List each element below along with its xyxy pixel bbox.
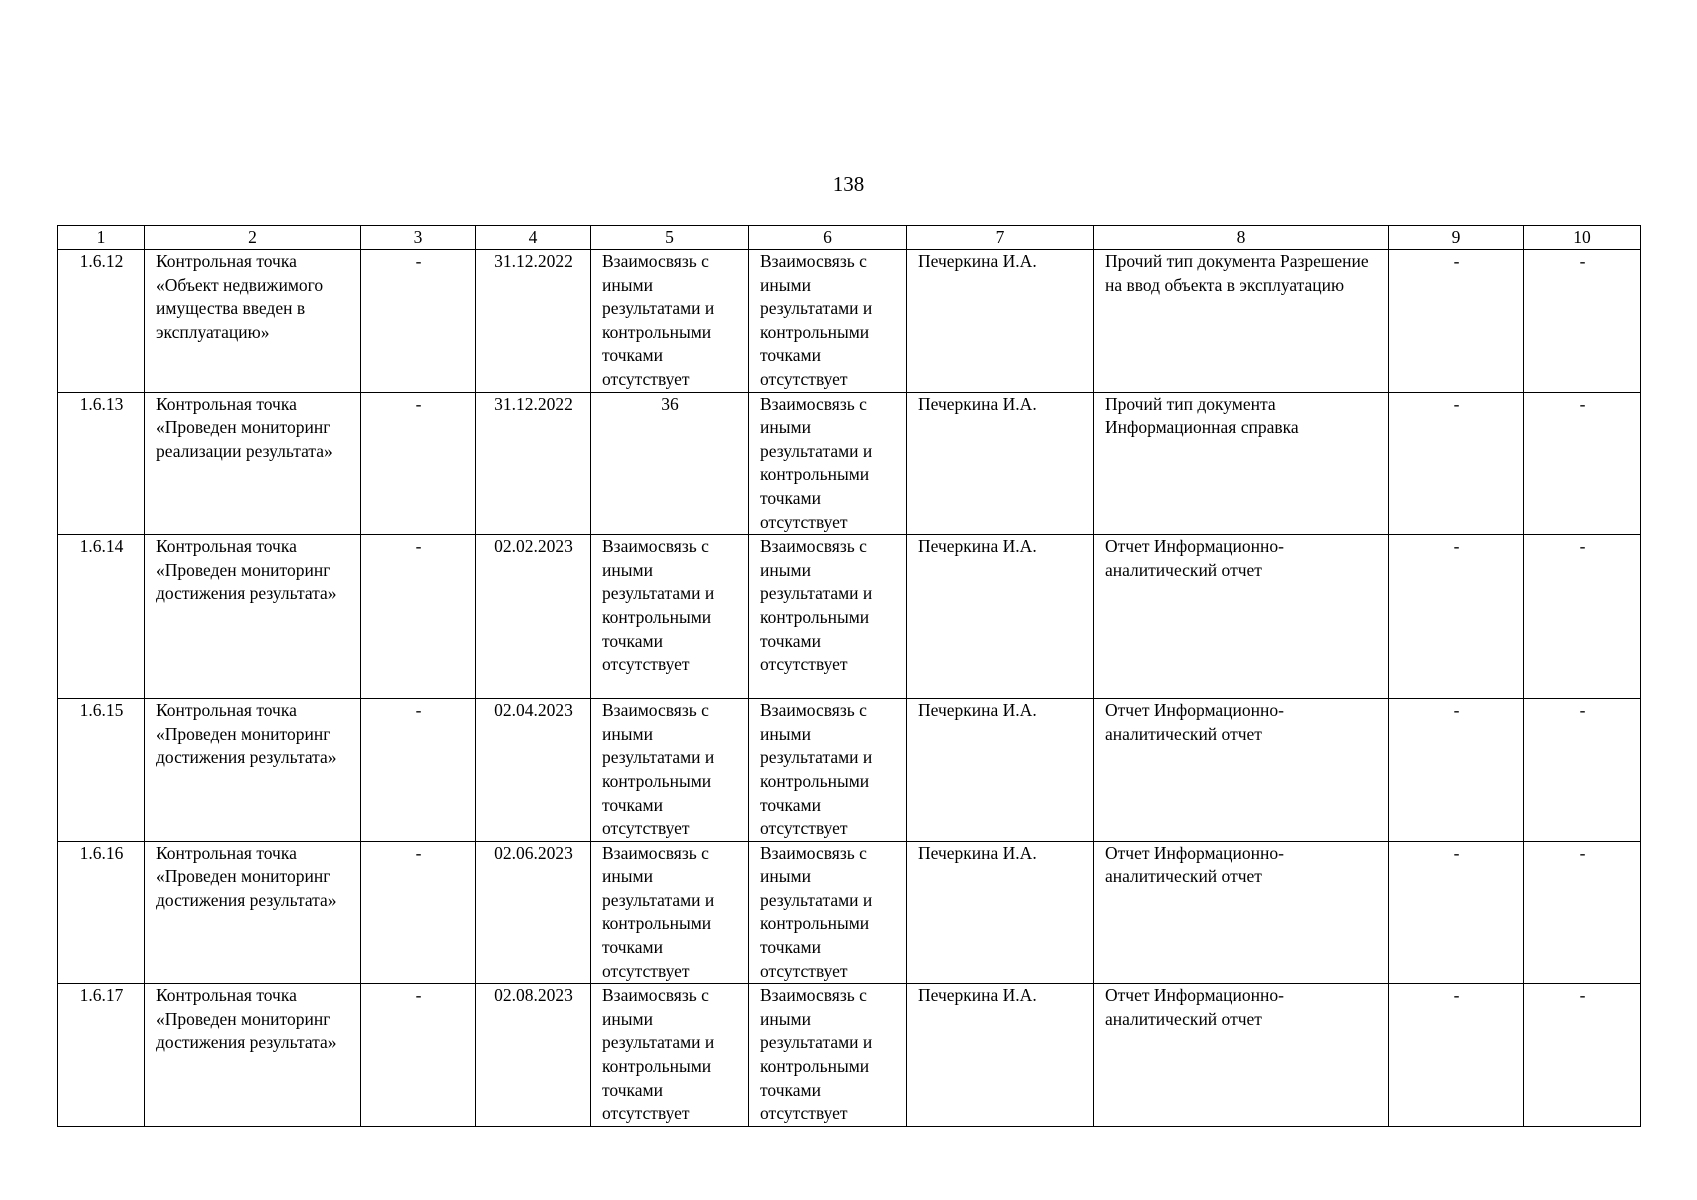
- column-3-cell: -: [361, 699, 476, 842]
- column-9-cell: -: [1389, 535, 1524, 699]
- column-9-cell: -: [1389, 392, 1524, 535]
- column-10-cell: -: [1524, 250, 1641, 393]
- document-cell: Отчет Информационно-аналитический отчет: [1094, 984, 1389, 1127]
- table-row: [58, 535, 1641, 699]
- column-9-cell: -: [1389, 984, 1524, 1127]
- column-5-cell: Взаимосвязь с иными результатами и контрольными точками отсутствует: [591, 699, 749, 842]
- column-number: 1: [58, 226, 145, 250]
- document-cell: Отчет Информационно-аналитический отчет: [1094, 699, 1389, 842]
- control-point-name-cell: Контрольная точка «Объект недвижимого имущества введен в эксплуатацию»: [145, 250, 361, 393]
- column-10-cell: -: [1524, 984, 1641, 1127]
- row-number-cell: 1.6.17: [58, 984, 145, 1127]
- column-6-cell: Взаимосвязь с иными результатами и контрольными точками отсутствует: [749, 699, 907, 842]
- responsible-cell: Печеркина И.А.: [907, 392, 1094, 535]
- column-3-cell: -: [361, 984, 476, 1127]
- responsible-cell: Печеркина И.А.: [907, 699, 1094, 842]
- column-5-cell: Взаимосвязь с иными результатами и контрольными точками отсутствует: [591, 250, 749, 393]
- column-3-cell: -: [361, 250, 476, 393]
- column-10-cell: -: [1524, 699, 1641, 842]
- column-10-cell: -: [1524, 535, 1641, 699]
- row-number-cell: 1.6.16: [58, 841, 145, 984]
- date-cell: 02.02.2023: [476, 535, 591, 699]
- column-3-cell: -: [361, 392, 476, 535]
- row-number-cell: 1.6.15: [58, 699, 145, 842]
- column-5-cell: 36: [591, 392, 749, 535]
- date-cell: 02.04.2023: [476, 699, 591, 842]
- row-number-cell: 1.6.12: [58, 250, 145, 393]
- document-cell: Отчет Информационно-аналитический отчет: [1094, 535, 1389, 699]
- control-point-name-cell: Контрольная точка «Проведен мониторинг достижения результата»: [145, 699, 361, 842]
- column-number: 10: [1524, 226, 1641, 250]
- table-row: [58, 699, 1641, 842]
- column-number: 7: [907, 226, 1094, 250]
- column-10-cell: -: [1524, 392, 1641, 535]
- page-number: 138: [832, 172, 865, 196]
- control-points-table: [57, 225, 1641, 1127]
- column-5-cell: Взаимосвязь с иными результатами и контрольными точками отсутствует: [591, 535, 749, 699]
- table-row: [58, 984, 1641, 1127]
- document-cell: Прочий тип документа Разрешение на ввод объекта в эксплуатацию: [1094, 250, 1389, 393]
- column-6-cell: Взаимосвязь с иными результатами и контрольными точками отсутствует: [749, 535, 907, 699]
- column-number: 9: [1389, 226, 1524, 250]
- column-3-cell: -: [361, 535, 476, 699]
- column-number: 5: [591, 226, 749, 250]
- column-number: 6: [749, 226, 907, 250]
- document-cell: Отчет Информационно-аналитический отчет: [1094, 841, 1389, 984]
- column-6-cell: Взаимосвязь с иными результатами и контрольными точками отсутствует: [749, 250, 907, 393]
- table-row: [58, 841, 1641, 984]
- responsible-cell: Печеркина И.А.: [907, 984, 1094, 1127]
- document-cell: Прочий тип документа Информационная справка: [1094, 392, 1389, 535]
- column-number: 4: [476, 226, 591, 250]
- column-9-cell: -: [1389, 250, 1524, 393]
- row-number-cell: 1.6.14: [58, 535, 145, 699]
- date-cell: 31.12.2022: [476, 250, 591, 393]
- column-9-cell: -: [1389, 699, 1524, 842]
- date-cell: 31.12.2022: [476, 392, 591, 535]
- column-6-cell: Взаимосвязь с иными результатами и контрольными точками отсутствует: [749, 984, 907, 1127]
- column-6-cell: Взаимосвязь с иными результатами и контрольными точками отсутствует: [749, 392, 907, 535]
- control-point-name-cell: Контрольная точка «Проведен мониторинг достижения результата»: [145, 984, 361, 1127]
- table-row: [58, 392, 1641, 535]
- column-number: 3: [361, 226, 476, 250]
- column-9-cell: -: [1389, 841, 1524, 984]
- column-number: 2: [145, 226, 361, 250]
- column-6-cell: Взаимосвязь с иными результатами и контрольными точками отсутствует: [749, 841, 907, 984]
- column-3-cell: -: [361, 841, 476, 984]
- control-point-name-cell: Контрольная точка «Проведен мониторинг достижения результата»: [145, 841, 361, 984]
- column-5-cell: Взаимосвязь с иными результатами и контрольными точками отсутствует: [591, 841, 749, 984]
- control-point-name-cell: Контрольная точка «Проведен мониторинг реализации результата»: [145, 392, 361, 535]
- date-cell: 02.08.2023: [476, 984, 591, 1127]
- table-row: [58, 250, 1641, 393]
- control-point-name-cell: Контрольная точка «Проведен мониторинг достижения результата»: [145, 535, 361, 699]
- column-number-row: [58, 226, 1641, 250]
- date-cell: 02.06.2023: [476, 841, 591, 984]
- row-number-cell: 1.6.13: [58, 392, 145, 535]
- column-10-cell: -: [1524, 841, 1641, 984]
- column-5-cell: Взаимосвязь с иными результатами и контрольными точками отсутствует: [591, 984, 749, 1127]
- responsible-cell: Печеркина И.А.: [907, 250, 1094, 393]
- responsible-cell: Печеркина И.А.: [907, 535, 1094, 699]
- responsible-cell: Печеркина И.А.: [907, 841, 1094, 984]
- column-number: 8: [1094, 226, 1389, 250]
